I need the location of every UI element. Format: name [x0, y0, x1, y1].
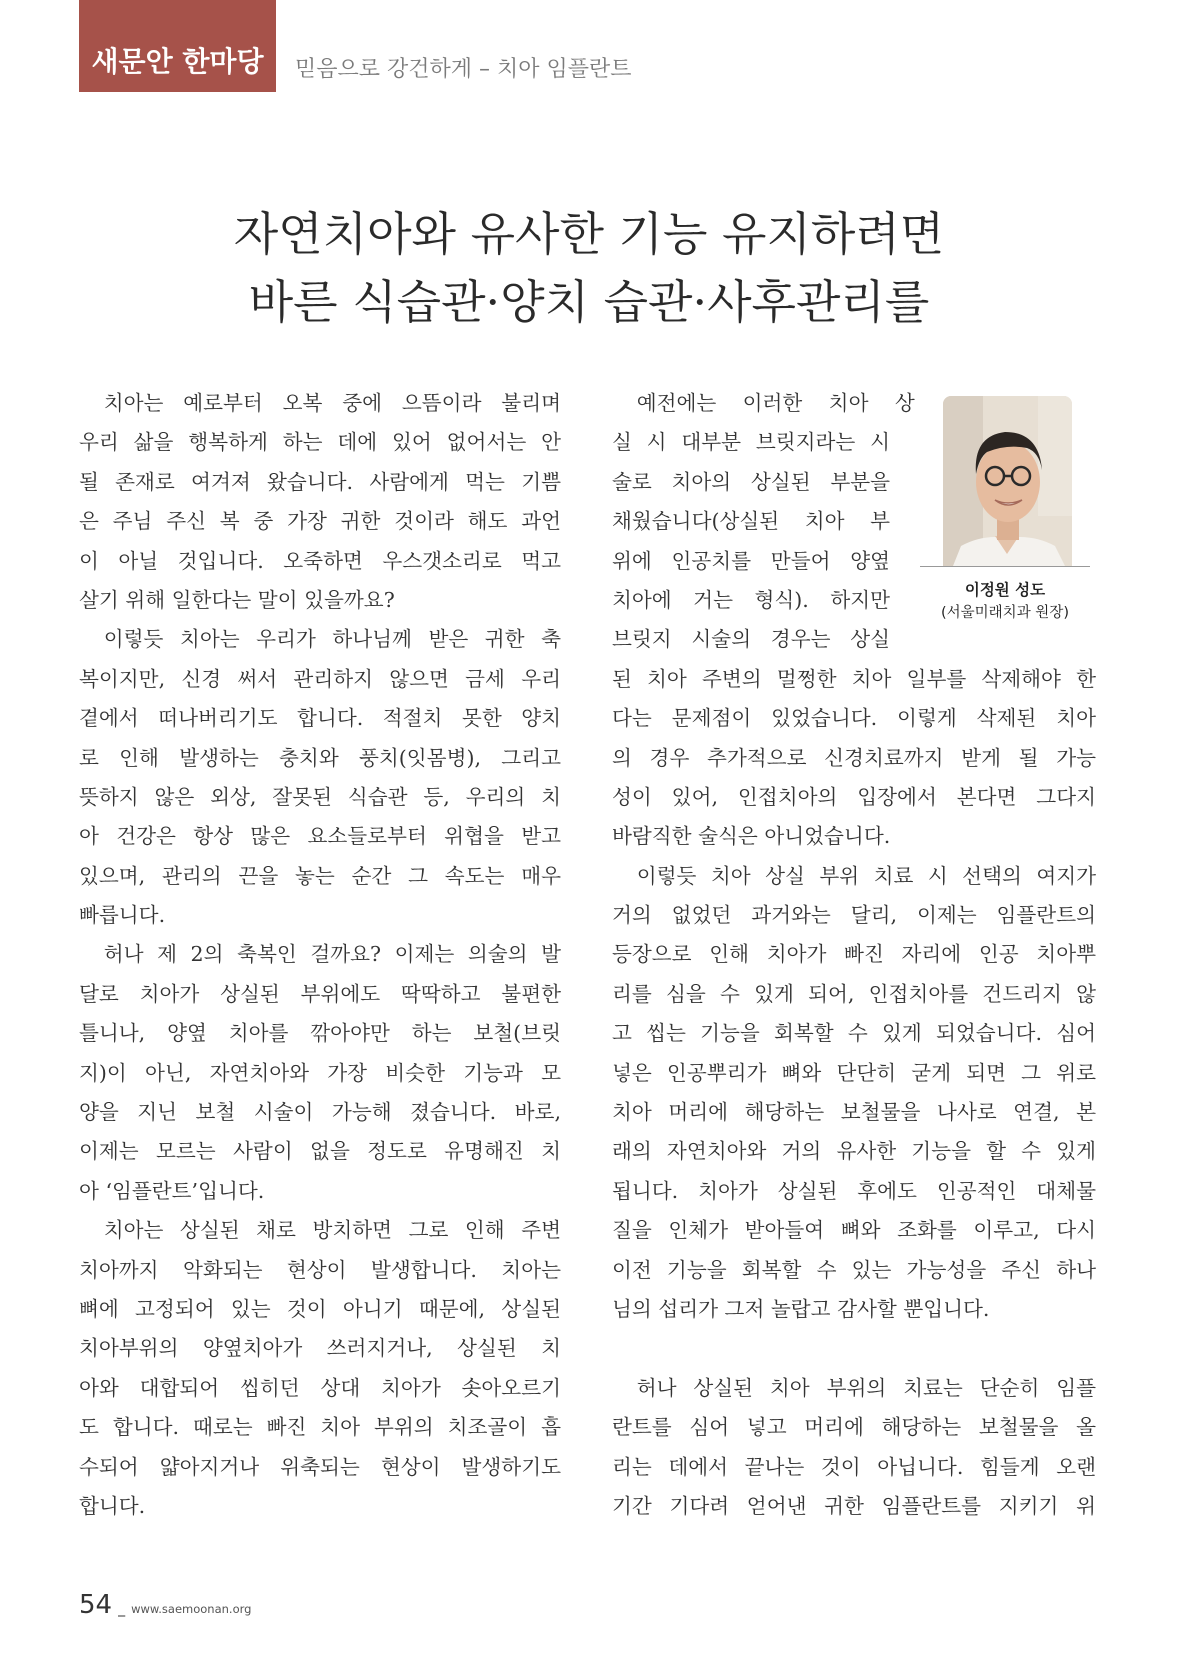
text-line: 됩니다. 치아가 상실된 후에도 인공적인 대체물 [612, 1178, 1096, 1203]
headline-line-2: 바른 식습관·양치 습관·사후관리를 [248, 275, 930, 329]
text-line: 채웠습니다(상실된 치아 부 [612, 509, 890, 534]
text-line: 치아부위의 양옆치아가 쓰러지거나, 상실된 치 [79, 1336, 561, 1361]
text-line: 치아는 상실된 채로 방치하면 그로 인해 주변 [103, 1218, 561, 1243]
text-line: 치아에 거는 형식). 하지만 [612, 587, 890, 612]
text-line: 리는 데에서 끝나는 것이 아닙니다. 힘들게 오랜 [612, 1454, 1096, 1479]
text-line: 리를 심을 수 있게 되어, 인접치아를 건드리지 않 [612, 981, 1096, 1006]
text-line: 아와 대합되어 씹히던 상대 치아가 솟아오르기 [79, 1375, 561, 1400]
text-line: 치아는 예로부터 오복 중에 으뜸이라 불리며 [103, 391, 561, 415]
text-line: 허나 제 2의 축복인 걸까요? 이제는 의술의 발 [103, 942, 561, 967]
text-line: 될 존재로 여겨져 왔습니다. 사람에게 먹는 기쁨 [79, 469, 561, 494]
author-name: 이정원 성도 [964, 581, 1046, 599]
text-line: 란트를 심어 넣고 머리에 해당하는 보철물을 올 [612, 1415, 1096, 1440]
text-line: 치아까지 악화되는 현상이 발생합니다. 치아는 [79, 1257, 561, 1282]
text-line: 틀니나, 양옆 치아를 깎아야만 하는 보철(브릿 [79, 1021, 561, 1046]
text-line: 기간 기다려 얻어낸 귀한 임플란트를 지키기 위 [612, 1493, 1096, 1518]
page-footer [79, 1590, 251, 1620]
text-line: 된 치아 주변의 멀쩡한 치아 일부를 삭제해야 한 [612, 666, 1096, 691]
text-line: 이 아닐 것입니다. 오죽하면 우스갯소리로 먹고 [79, 548, 561, 573]
text-line: 아 건강은 항상 많은 요소들로부터 위협을 받고 [79, 824, 561, 849]
right-column-narrow [612, 384, 915, 660]
text-line: 뜻하지 않은 외상, 잘못된 식습관 등, 우리의 치 [79, 784, 561, 809]
text-line: 뼈에 고정되어 있는 것이 아니기 때문에, 상실된 [79, 1296, 561, 1321]
text-line: 우리 삶을 행복하게 하는 데에 있어 없어서는 안 [79, 430, 561, 455]
headline-line-1: 자연치아와 유사한 기능 유지하려면 [233, 207, 945, 261]
right-column-wide [612, 660, 1096, 1330]
text-line: 지)이 아닌, 자연치아와 가장 비슷한 기능과 모 [79, 1060, 561, 1085]
article-headline [79, 200, 1099, 336]
text-line: 아 ‘임플란트’입니다. [79, 1178, 265, 1203]
left-column [79, 384, 561, 1526]
caption-rule [920, 566, 1090, 567]
text-line: 허나 상실된 치아 부위의 치료는 단순히 임플 [636, 1375, 1096, 1400]
text-line: 위에 인공치를 만들어 양옆 [612, 548, 890, 573]
section-subtitle: 믿음으로 강건하게 – 치아 임플란트 [295, 57, 632, 82]
text-line: 곁에서 떠나버리기도 합니다. 적절치 못한 양치 [79, 706, 561, 731]
footer-separator: _ [118, 1601, 126, 1617]
text-line: 치아 머리에 해당하는 보철물을 나사로 연결, 본 [612, 1100, 1096, 1125]
text-line: 양을 지닌 보철 시술이 가능해 졌습니다. 바로, [79, 1100, 561, 1125]
text-line: 빠릅니다. [79, 903, 166, 928]
paragraph-gap [612, 1329, 1096, 1368]
text-line: 있으며, 관리의 끈을 놓는 순간 그 속도는 매우 [79, 863, 561, 888]
text-line: 이제는 모르는 사람이 없을 정도로 유명해진 치 [79, 1139, 561, 1164]
author-portrait-image [943, 396, 1072, 566]
text-line: 님의 섭리가 그저 놀랍고 감사할 뿐입니다. [612, 1296, 990, 1321]
author-role: (서울미래치과 원장) [941, 605, 1069, 621]
text-line: 바람직한 술식은 아니었습니다. [612, 824, 891, 849]
text-line: 실 시 대부분 브릿지라는 시 [612, 430, 890, 455]
text-line: 합니다. [79, 1493, 146, 1518]
text-line: 넣은 인공뿌리가 뼈와 단단히 굳게 되면 그 위로 [612, 1060, 1096, 1085]
text-line: 이렇듯 치아 상실 부위 치료 시 선택의 여지가 [636, 863, 1096, 888]
text-line: 등장으로 인해 치아가 빠진 자리에 인공 치아뿌 [612, 942, 1096, 967]
footer-url: www.saemoonan.org [131, 1602, 252, 1616]
text-line: 래의 자연치아와 거의 유사한 기능을 할 수 있게 [612, 1139, 1096, 1164]
section-tag: 새문안 한마당 [79, 0, 276, 92]
text-line: 도 합니다. 때로는 빠진 치아 부위의 치조골이 흡 [79, 1415, 561, 1440]
text-line: 달로 치아가 상실된 부위에도 딱딱하고 불편한 [79, 981, 561, 1006]
text-line: 성이 있어, 인접치아의 입장에서 본다면 그다지 [612, 784, 1096, 809]
text-line: 은 주님 주신 복 중 가장 귀한 것이라 해도 과언 [79, 509, 561, 534]
page-number: 54 [79, 1590, 113, 1620]
text-line: 이전 기능을 회복할 수 있는 가능성을 주신 하나 [612, 1257, 1096, 1282]
text-line: 예전에는 이러한 치아 상 [636, 391, 915, 415]
text-line: 살기 위해 일한다는 말이 있을까요? [79, 587, 395, 612]
text-line: 의 경우 추가적으로 신경치료까지 받게 될 가능 [612, 745, 1096, 770]
author-photo [943, 396, 1072, 566]
text-line: 브릿지 시술의 경우는 상실 [612, 627, 890, 652]
text-line: 이렇듯 치아는 우리가 하나님께 받은 귀한 축 [103, 627, 561, 652]
text-line: 로 인해 발생하는 충치와 풍치(잇몸병), 그리고 [79, 745, 561, 770]
text-line: 술로 치아의 상실된 부분을 [612, 469, 890, 494]
right-column-after-gap [612, 1369, 1096, 1527]
text-line: 거의 없었던 과거와는 달리, 이제는 임플란트의 [612, 903, 1096, 928]
text-line: 수되어 얇아지거나 위축되는 현상이 발생하기도 [79, 1454, 561, 1479]
text-line: 고 씹는 기능을 회복할 수 있게 되었습니다. 심어 [612, 1021, 1096, 1046]
text-line: 복이지만, 신경 써서 관리하지 않으면 금세 우리 [79, 666, 561, 691]
text-line: 다는 문제점이 있었습니다. 이렇게 삭제된 치아 [612, 706, 1096, 731]
text-line: 질을 인체가 받아들여 뼈와 조화를 이루고, 다시 [612, 1218, 1096, 1243]
